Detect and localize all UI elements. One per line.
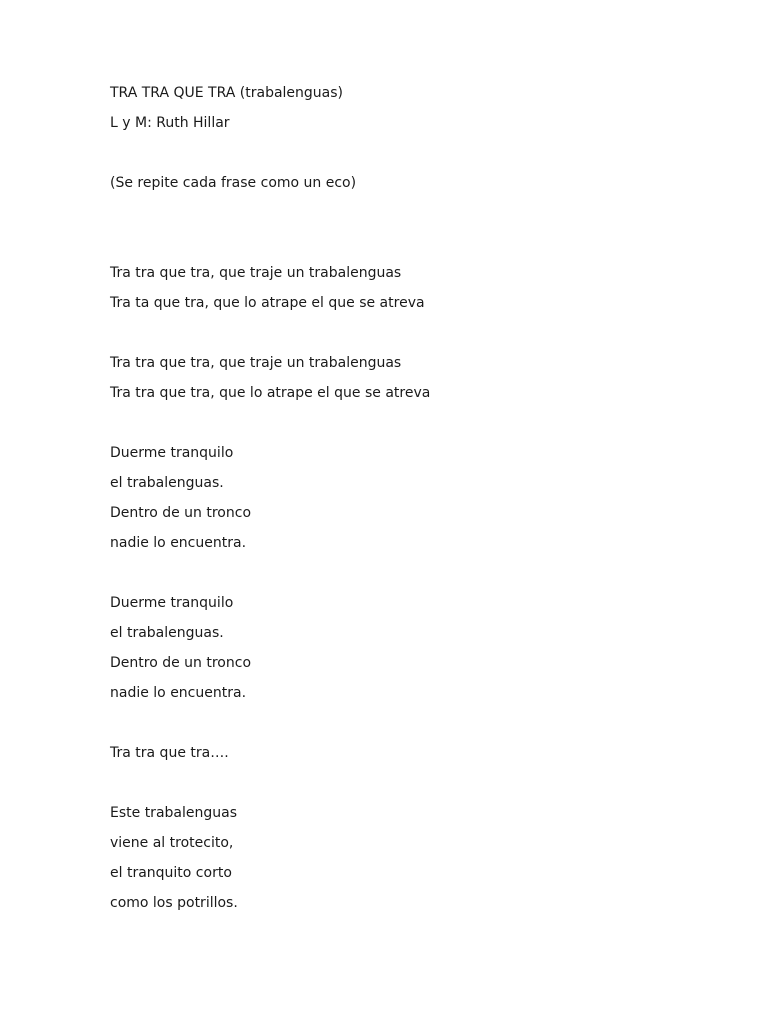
lyric-line: Tra tra que tra, que traje un trabalenguas	[110, 355, 402, 371]
lyric-line: Tra tra que tra, que lo atrape el que se atreva	[110, 385, 431, 401]
lyric-line: Este trabalenguas	[110, 805, 237, 821]
lyric-line: Duerme tranquilo	[110, 445, 234, 461]
lyric-line: nadie lo encuentra.	[110, 685, 247, 701]
lyric-line: Tra tra que tra, que traje un trabalenguas	[110, 265, 402, 281]
lyric-line: Tra tra que tra….	[110, 745, 229, 761]
lyric-line: el tranquito corto	[110, 865, 232, 881]
lyric-line: como los potrillos.	[110, 895, 238, 911]
song-note: (Se repite cada frase como un eco)	[110, 175, 357, 191]
song-title: TRA TRA QUE TRA (trabalenguas)	[110, 85, 344, 101]
song-credit: L y M: Ruth Hillar	[110, 115, 230, 131]
lyric-line: nadie lo encuentra.	[110, 535, 247, 551]
lyric-line: viene al trotecito,	[110, 835, 234, 851]
lyric-line: el trabalenguas.	[110, 625, 224, 641]
lyric-line: Dentro de un tronco	[110, 505, 252, 521]
lyric-line: Tra ta que tra, que lo atrape el que se atreva	[110, 295, 425, 311]
lyric-line: Dentro de un tronco	[110, 655, 252, 671]
lyric-line: el trabalenguas.	[110, 475, 224, 491]
lyric-line: Duerme tranquilo	[110, 595, 234, 611]
